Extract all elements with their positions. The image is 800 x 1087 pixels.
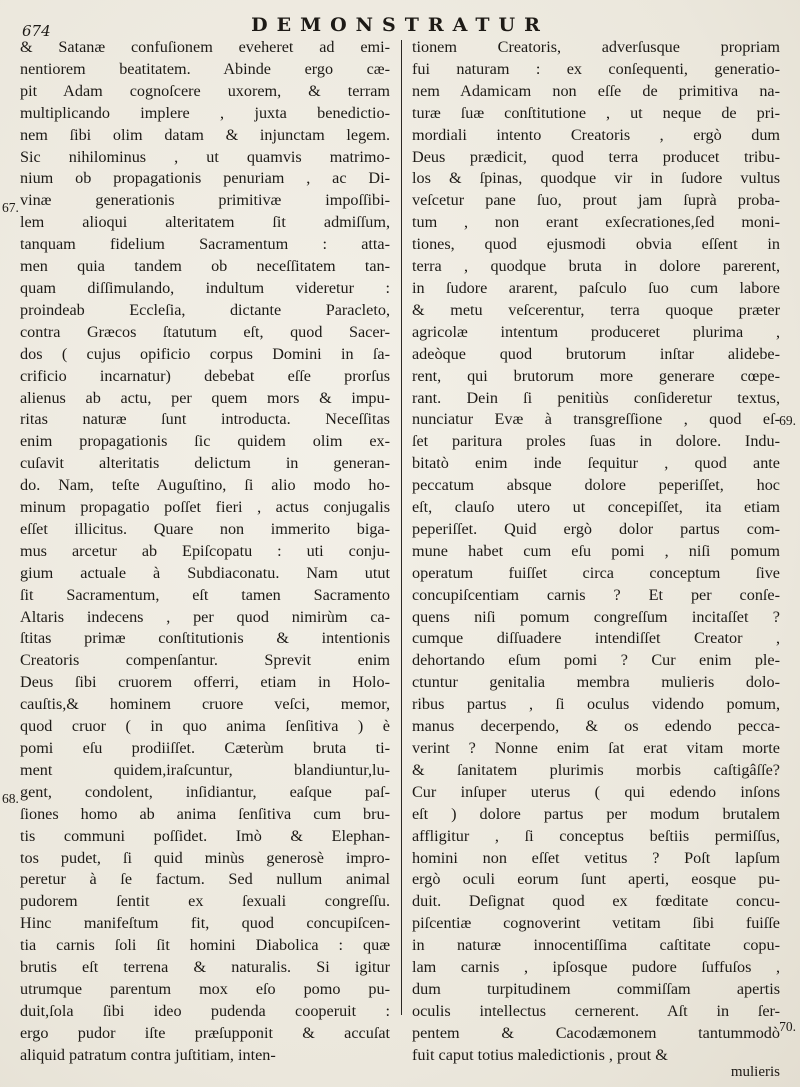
text-line: tum , non erant exſecrationes,ſed moni- — [412, 213, 780, 232]
text-line: peretur à ſe factum. Sed nullum animal — [20, 870, 390, 889]
text-line: Sic nihilominus , ut quamvis matrimo- — [20, 147, 390, 166]
text-line: contra Græcos ſtatutum eſt, quod Sacer- — [20, 322, 390, 341]
text-line: verint ? Nonne enim ſat erat vitam morte — [412, 739, 780, 757]
text-line: ergò oculi eorum ſunt aperti, eosque pu- — [412, 870, 780, 889]
text-line: mordiali intento Creatoris , ergò dum — [412, 125, 780, 144]
text-line: & Satanæ confuſionem eveheret ad emi- — [20, 38, 390, 56]
text-line: ribus partus , ſi oculus videndo pomum, — [412, 695, 780, 714]
left-column — [20, 37, 390, 1067]
text-line: in ſudore ararent, paſculo ſuo cum labore — [412, 278, 780, 297]
text-line: gium actuale à Subdiaconatu. Nam utut — [20, 563, 390, 582]
text-line: nium ob propagationis penuriam , ac Di- — [20, 169, 390, 188]
text-line: crificio incarnatur) debebat eſſe prorſus — [20, 366, 390, 385]
text-line: los & ſpinas, quodque vir in ſudore vultus — [412, 169, 780, 188]
text-line: in naturæ innocentiſſima caſtitate copu- — [412, 936, 780, 955]
text-line: ſtitas primæ conſtitutionis & intentionis — [20, 629, 390, 648]
text-line: tionem Creatoris, adverſusque propriam — [412, 38, 780, 56]
text-line: peccatum absque dolore peperiſſet, hoc — [412, 476, 780, 495]
text-line: minum propagatio poſſet fieri , actus conjugalis — [20, 498, 390, 517]
text-line: pit Adam cognoſcere uxorem, & terram — [20, 81, 390, 100]
text-line: manus decerpendo, & os edendo pecca- — [412, 717, 780, 736]
text-line: eſſet illicitus. Quare non immerito biga- — [20, 519, 390, 538]
text-line: men quia tandem ob neceſſitatem tan- — [20, 257, 390, 276]
text-line: brutis eſt terrena & naturalis. Si igitur — [20, 958, 390, 977]
text-line: proindeab Eccleſia, dictante Paracleto, — [20, 300, 390, 319]
text-line: nem Adamicam non eſſe de primitiva na- — [412, 81, 780, 100]
text-line: cauſtis,& hominem cruore veſci, memor, — [20, 695, 390, 714]
text-line: & metu veſcerentur, terra quoque præter — [412, 300, 780, 319]
text-line: ſet paritura proles ſuas in dolore. Indu- — [412, 432, 780, 451]
text-line: ritas naturæ ſunt introducta. Neceſſitas — [20, 410, 390, 429]
text-line: mus arcetur ab Epiſcopatu : uti conju- — [20, 541, 390, 560]
text-line: duit,ſola ſibi ideo pudenda cooperuit : — [20, 1001, 390, 1020]
text-line: quam diſſimulando, indultum videretur : — [20, 278, 390, 297]
text-line: lem alioqui alteritatem ſit admiſſum, — [20, 213, 390, 232]
running-head: DEMONSTRATUR — [251, 14, 549, 36]
text-line: cumque diſſuadere intendiſſet Creator , — [412, 629, 780, 648]
text-line: & ſanitatem plurimis morbis caſtigâſſe? — [412, 760, 780, 779]
margin-number-67: 67. — [2, 200, 19, 215]
text-line: tos pudet, ſi quid minùs generosè impro- — [20, 848, 390, 867]
text-line: mune habet cum eſu pomi , niſi pomum — [412, 541, 780, 560]
text-line: cuſavit alteritatis delictum in generan- — [20, 454, 390, 473]
text-line: fuit caput totius maledictionis , prout & — [412, 1045, 668, 1064]
text-line: affligitur , ſi conceptus beſtiis permiſſus, — [412, 826, 780, 845]
text-line: rant. Dein ſi penitiùs conſideretur textus, — [412, 388, 780, 407]
text-line: pudorem ſentit ex ſexuali congreſſu. — [20, 892, 390, 911]
text-line: oculis intellectus cernerent. Aſt in ſer- — [412, 1001, 780, 1020]
text-line: veſcetur pane ſuo, prout jam ſuprà proba- — [412, 191, 780, 210]
text-line: ctuntur genitalia membra mulieris dolo- — [412, 673, 780, 692]
text-line: fui naturam : ex conſequenti, generatio- — [412, 59, 780, 78]
text-line: lam carnis , ipſosque pudore ſuffuſos , — [412, 958, 780, 977]
column-divider — [401, 40, 402, 1015]
text-line: multiplicando implere , juxta benedictio- — [20, 103, 390, 122]
text-line: Hinc manifeſtum fit, quod concupiſcen- — [20, 914, 390, 933]
text-line: Cur inſuper uterus ( qui edendo inſons — [412, 782, 780, 801]
text-line: dos ( cujus opificio corpus Domini in ſa- — [20, 344, 390, 363]
text-line: pentem & Cacodæmonem tantummodò — [412, 1023, 780, 1042]
text-line: nunciatur Evæ à transgreſſione , quod eſ- — [412, 410, 780, 429]
text-line: ergo pudor iſte præſupponit & accuſat — [20, 1023, 390, 1042]
text-line: quens niſi pomum congreſſum incitaſſet ? — [412, 607, 780, 626]
text-line: eſt ) dolore partus per modum brutalem — [412, 804, 780, 823]
text-line: nentiorem beatitatem. Abinde ergo cæ- — [20, 59, 390, 78]
text-line: ment quidem,iraſcuntur, blandiuntur,lu- — [20, 760, 390, 779]
text-line: rent, qui brutorum more generare cœpe- — [412, 366, 780, 385]
text-line: vinæ generationis primitivæ impoſſibi- — [20, 191, 390, 210]
text-line: piſcentiæ cognoverint vetitam ſibi fuiſſe — [412, 914, 780, 933]
text-line: pomi eſu prodiiſſet. Cæterùm bruta ti- — [20, 739, 390, 757]
text-line: tanquam fidelium Sacramentum : atta- — [20, 235, 390, 254]
text-line: ſiones homo ab anima ſenſitiva cum bru- — [20, 804, 390, 823]
catchword: mulieris — [730, 1064, 780, 1080]
text-line: nem ſibi olim datam & injunctam legem. — [20, 125, 390, 144]
text-line: tis communi poſſidet. Imò & Elephan- — [20, 826, 390, 845]
text-line: Altaris indecens , per quod nimirùm ca- — [20, 607, 390, 626]
text-line: tia carnis ſoli ſit homini Diabolica : quæ — [20, 936, 390, 955]
text-line: agricolæ intentum produceret plurima , — [412, 322, 780, 341]
text-line: dum turpitudinem commiſſam apertis — [412, 979, 780, 998]
text-line: operatum fuiſſet circa conceptum ſive — [412, 563, 780, 582]
margin-number-70: 70. — [779, 1019, 796, 1034]
text-line: gent, condolent, inſidiantur, eaſque paſ- — [20, 782, 390, 801]
right-column — [412, 37, 780, 1067]
text-line: alienus ab actu, per quem mors & impu- — [20, 388, 390, 407]
text-line: dehortando eſum pomi ? Cur enim ple- — [412, 651, 780, 670]
text-line: terra , quodque bruta in dolore parerent, — [412, 257, 780, 276]
text-line: Deus ſibi cruorem offerri, etiam in Holo- — [20, 673, 390, 692]
text-line: tiones, quod ejusmodi obvia eſſent in — [412, 235, 780, 254]
text-line: bitatò enim inde ſequitur , quod ante — [412, 454, 780, 473]
text-line: Creatoris compenſantur. Sprevit enim — [20, 651, 390, 670]
text-line: homini non eſſet vetitus ? Poſt lapſum — [412, 848, 780, 867]
text-line: duit. Deſignat quod ex fœditate concu- — [412, 892, 780, 911]
margin-number-69: 69. — [779, 413, 796, 428]
text-line: utrumque parentum mox eſo pomo pu- — [20, 979, 390, 998]
text-line: concupiſcentiam carnis ? Et per conſe- — [412, 585, 780, 604]
text-line: Deus prædicit, quod terra producet tribu- — [412, 147, 780, 166]
text-line: eſt, clauſo utero ut concepiſſet, ita etiam — [412, 498, 780, 517]
text-line: aliquid patratum contra juſtitiam, inten- — [20, 1045, 276, 1064]
page-number: 674 — [22, 22, 51, 40]
margin-number-68: 68. — [2, 791, 19, 806]
text-line: ſit Sacramentum, eſt tamen Sacramento — [20, 585, 390, 604]
text-line: turæ ſuæ conſtitutione , ut neque de pri- — [412, 103, 780, 122]
text-line: enim propagationis ſic quidem olim ex- — [20, 432, 390, 451]
text-line: peperiſſet. Quid ergò dolor partus com- — [412, 519, 780, 538]
text-line: do. Nam, teſte Auguſtino, ſi alio modo ho- — [20, 476, 390, 495]
text-line: quod cruor ( in quo anima ſenſitiva ) è — [20, 717, 390, 736]
text-line: adeòque quod brutorum inſtar alidebe- — [412, 344, 780, 363]
